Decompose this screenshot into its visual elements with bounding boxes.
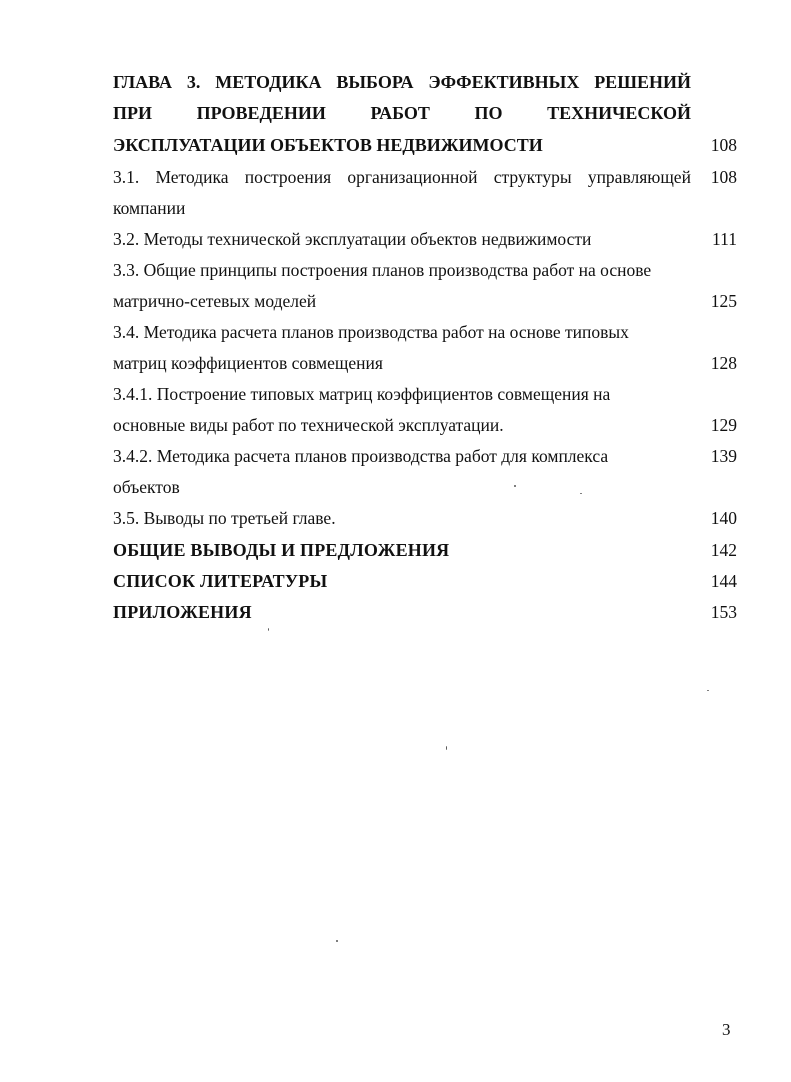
toc-page-number: 153: [710, 602, 737, 622]
toc-entry-3-1-line1: [113, 162, 691, 193]
toc-word: РЕШЕНИЙ: [594, 72, 691, 92]
toc-entry-3-3-line2: матрично-сетевых моделей: [113, 291, 317, 311]
scan-speck: [514, 485, 516, 487]
toc-word: ПРОВЕДЕНИИ: [196, 103, 326, 123]
toc-entry-3-5: 3.5. Выводы по третьей главе.: [113, 508, 336, 528]
page-number: 3: [722, 1020, 731, 1039]
toc-page-number: 108: [710, 135, 737, 155]
toc-word: РАБОТ: [370, 103, 430, 123]
toc-word: ВЫБОРА: [336, 72, 414, 92]
scan-speck: [446, 746, 447, 750]
toc-chapter3-line2: [113, 98, 691, 129]
toc-page-number: 108: [710, 167, 737, 187]
toc-entry-3-4-2-line1: 3.4.2. Методика расчета планов производства работ для комплекса: [113, 446, 609, 466]
toc-word: ЭФФЕКТИВНЫХ: [428, 72, 580, 92]
scan-speck: [707, 690, 709, 691]
toc-entry-3-4-2-line2: объектов: [113, 477, 180, 497]
toc-word: ПО: [474, 103, 503, 123]
toc-word: структуры: [493, 167, 572, 187]
toc-word: ГЛАВА: [113, 72, 173, 92]
toc-entry-3-4-1-line1: 3.4.1. Построение типовых матриц коэффициентов совмещения на: [113, 384, 611, 404]
toc-chapter3-line3: ЭКСПЛУАТАЦИИ ОБЪЕКТОВ НЕДВИЖИМОСТИ: [113, 135, 543, 155]
scan-speck: [268, 628, 269, 631]
toc-word: ТЕХНИЧЕСКОЙ: [547, 103, 691, 123]
toc-word: управляющей: [587, 167, 691, 187]
toc-page-number: 128: [710, 353, 737, 373]
toc-word: ПРИ: [113, 103, 152, 123]
toc-word: МЕТОДИКА: [215, 72, 322, 92]
toc-entry-3-1-line2: компании: [113, 198, 186, 218]
toc-entry-appendices: ПРИЛОЖЕНИЯ: [113, 602, 252, 622]
toc-word: организационной: [347, 167, 478, 187]
toc-entry-3-4-line2: матриц коэффициентов совмещения: [113, 353, 383, 373]
toc-page-number: 140: [710, 508, 737, 528]
toc-page-number: 111: [712, 229, 737, 249]
toc-word: Методика: [155, 167, 229, 187]
toc-page-number: 144: [710, 571, 737, 591]
scan-speck: [336, 940, 338, 942]
toc-entry-3-4-line1: 3.4. Методика расчета планов производства работ на основе типовых: [113, 322, 629, 342]
toc-page-number: 129: [710, 415, 737, 435]
toc-page-number: 125: [710, 291, 737, 311]
toc-word: 3.1.: [113, 167, 140, 187]
toc-entry-3-2: 3.2. Методы технической эксплуатации объектов недвижимости: [113, 229, 592, 249]
toc-page-number: 139: [710, 446, 737, 466]
scan-speck: [580, 493, 582, 494]
toc-entry-references: СПИСОК ЛИТЕРАТУРЫ: [113, 571, 328, 591]
toc-entry-3-4-1-line2: основные виды работ по технической эксплуатации.: [113, 415, 504, 435]
toc-page-number: 142: [710, 540, 737, 560]
toc-word: построения: [244, 167, 332, 187]
toc-entry-3-3-line1: 3.3. Общие принципы построения планов производства работ на основе: [113, 260, 652, 280]
toc-chapter3-line1: [113, 67, 691, 98]
toc-word: 3.: [186, 72, 201, 92]
toc-entry-conclusions: ОБЩИЕ ВЫВОДЫ И ПРЕДЛОЖЕНИЯ: [113, 540, 450, 560]
